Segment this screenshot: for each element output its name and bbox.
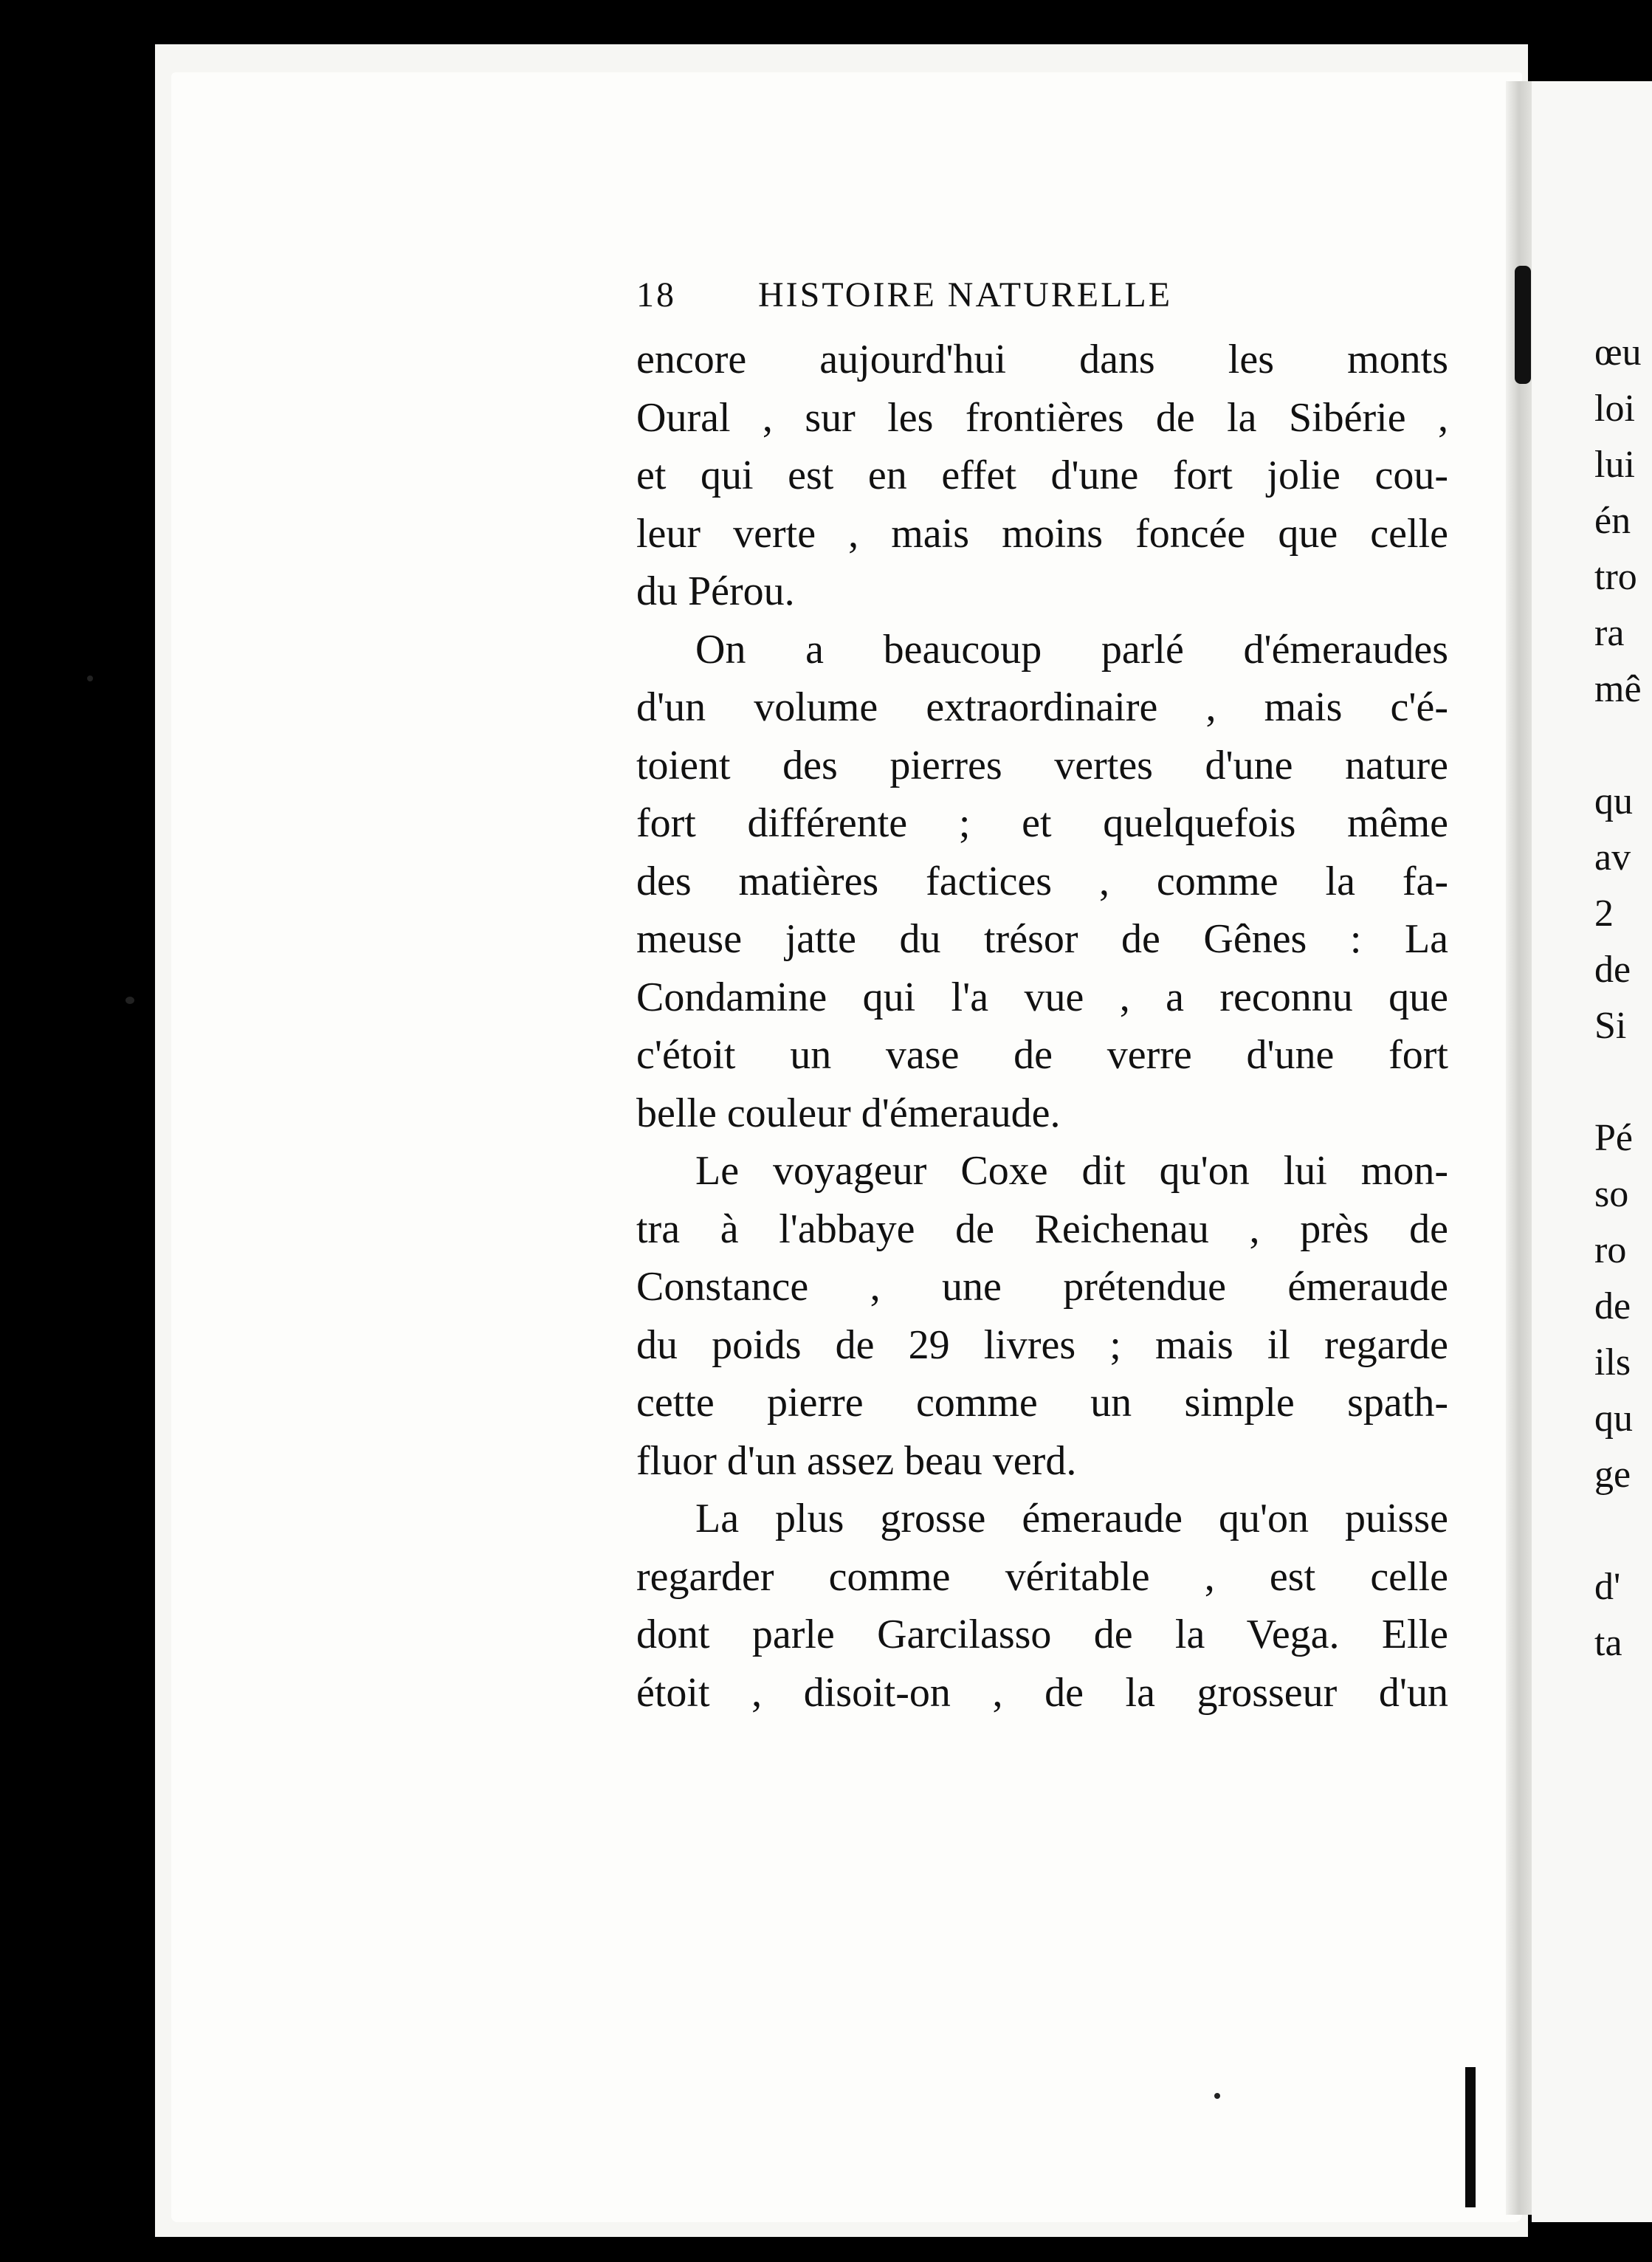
text-line: cette pierre comme un simple spath- bbox=[636, 1380, 1448, 1426]
facing-line-fragment: loi bbox=[1594, 388, 1635, 430]
facing-line-fragment: lui bbox=[1594, 444, 1635, 486]
text-line: du Pérou. bbox=[636, 568, 795, 614]
running-head-title: HISTOIRE NATURELLE bbox=[758, 275, 1173, 314]
facing-line-fragment: tro bbox=[1594, 556, 1637, 598]
text-line: tra à l'abbaye de Reichenau , près de bbox=[636, 1206, 1448, 1252]
facing-page-text bbox=[1594, 325, 1652, 1671]
facing-line-fragment: ils bbox=[1594, 1341, 1631, 1383]
facing-line-fragment: av bbox=[1594, 836, 1631, 879]
text-line: fluor d'un assez beau verd. bbox=[636, 1437, 1077, 1484]
text-line: regarder comme véritable , est celle bbox=[636, 1553, 1448, 1600]
text-line: Condamine qui l'a vue , a reconnu que bbox=[636, 974, 1448, 1020]
facing-line-fragment: Si bbox=[1594, 1005, 1627, 1047]
facing-line-fragment: én bbox=[1594, 500, 1631, 542]
text-line: fort différente ; et quelquefois même bbox=[636, 800, 1448, 846]
text-line: leur verte , mais moins foncée que celle bbox=[636, 510, 1448, 557]
facing-line-fragment: d' bbox=[1594, 1566, 1621, 1608]
facing-line-fragment: so bbox=[1594, 1173, 1629, 1215]
facing-line-fragment bbox=[1594, 1054, 1652, 1110]
ink-speck bbox=[1214, 2093, 1220, 2099]
text-line: Oural , sur les frontières de la Sibérie , bbox=[636, 394, 1448, 441]
text-line: étoit , disoit-on , de la grosseur d'un bbox=[636, 1669, 1448, 1716]
text-line: dont parle Garcilasso de la Vega. Elle bbox=[636, 1612, 1448, 1657]
text-line: On a beaucoup parlé d'émeraudes bbox=[695, 626, 1448, 673]
facing-line-fragment: ra bbox=[1594, 612, 1625, 654]
text-line: encore aujourd'hui dans les monts bbox=[636, 337, 1448, 382]
facing-line-fragment: qu bbox=[1594, 780, 1633, 822]
facing-line-fragment: Pé bbox=[1594, 1117, 1633, 1159]
facing-line-fragment: ro bbox=[1594, 1229, 1627, 1271]
facing-line-fragment: ge bbox=[1594, 1454, 1631, 1496]
text-line: toient des pierres vertes d'une nature bbox=[636, 742, 1448, 788]
text-line: des matières factices , comme la fa- bbox=[636, 858, 1448, 904]
facing-line-fragment: de bbox=[1594, 1285, 1631, 1327]
text-line: et qui est en effet d'une fort jolie cou- bbox=[636, 453, 1448, 498]
running-header bbox=[636, 275, 1448, 326]
facing-line-fragment bbox=[1594, 718, 1652, 774]
facing-line-fragment: œu bbox=[1594, 331, 1642, 374]
facing-line-fragment: de bbox=[1594, 949, 1631, 991]
facing-line-fragment bbox=[1594, 1503, 1652, 1559]
text-line: Le voyageur Coxe dit qu'on lui mon- bbox=[695, 1148, 1448, 1194]
text-line: Constance , une prétendue émeraude bbox=[636, 1264, 1448, 1310]
ink-speck bbox=[125, 997, 134, 1004]
facing-line-fragment: 2 bbox=[1594, 893, 1614, 935]
facing-line-fragment: qu bbox=[1594, 1398, 1633, 1440]
text-line: meuse jatte du trésor de Gênes : La bbox=[636, 916, 1448, 962]
facing-line-fragment: mê bbox=[1594, 668, 1642, 710]
text-line: belle couleur d'émeraude. bbox=[636, 1090, 1061, 1136]
text-line: d'un volume extraordinaire , mais c'é- bbox=[636, 684, 1448, 730]
book-gutter bbox=[1506, 81, 1535, 2215]
text-line: La plus grosse émeraude qu'on puisse bbox=[695, 1496, 1448, 1541]
ink-speck bbox=[87, 675, 93, 681]
body-text bbox=[636, 331, 1448, 1722]
facing-line-fragment: ta bbox=[1594, 1622, 1622, 1664]
binding-shadow bbox=[1465, 2067, 1476, 2207]
page-number: 18 bbox=[636, 275, 676, 314]
binding-shadow bbox=[1515, 266, 1531, 384]
text-line: c'étoit un vase de verre d'une fort bbox=[636, 1032, 1448, 1078]
text-line: du poids de 29 livres ; mais il regarde bbox=[636, 1321, 1448, 1368]
